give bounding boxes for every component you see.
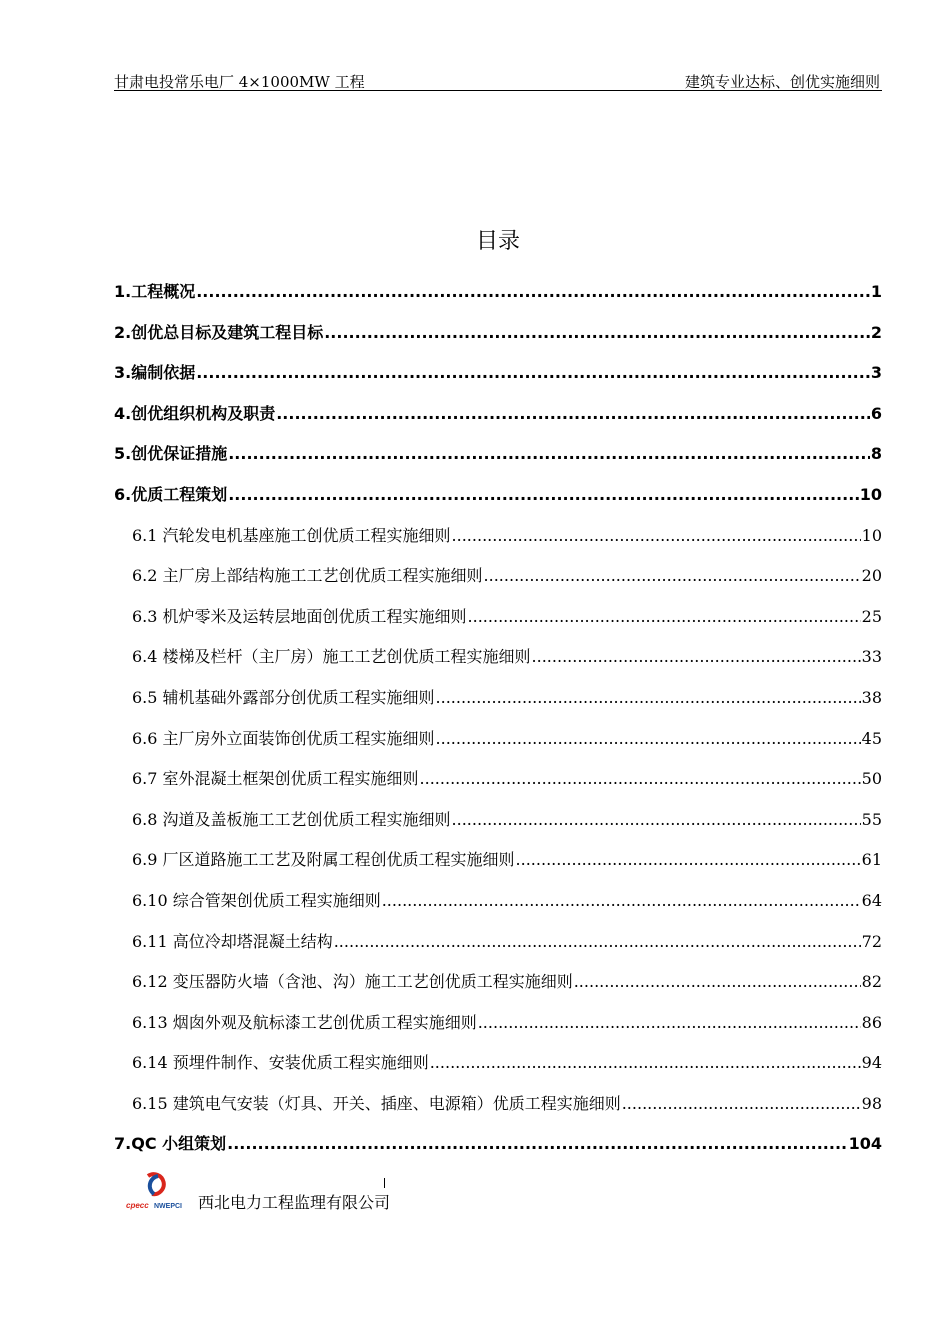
toc-entry-page-number: 1 [870,282,882,301]
footer-company-name: 西北电力工程监理有限公司 [198,1193,391,1212]
toc-entry-label: 6.7 室外混凝土框架创优质工程实施细则 [132,769,419,789]
toc-leader-dots [532,645,861,669]
toc-entry-label: 6.10 综合管架创优质工程实施细则 [132,890,381,910]
toc-leader-dots [228,483,859,507]
toc-entry-page-number: 33 [861,647,882,667]
toc-entry[interactable] [114,889,882,930]
toc-entry-label: 6.11 高位冷却塔混凝土结构 [132,931,333,951]
toc-entry-page-number: 82 [861,972,882,992]
toc-entry-label: 6.4 楼梯及栏杆（主厂房）施工工艺创优质工程实施细则 [132,647,531,667]
logo-mark-icon [124,1172,194,1212]
toc-entry-page-number: 86 [861,1012,882,1032]
toc-entry-label: 6.1 汽轮发电机基座施工创优质工程实施细则 [132,525,451,545]
toc-entry-page-number: 2 [870,322,882,342]
toc-leader-dots [468,605,861,629]
toc-entry-page-number: 98 [861,1093,882,1113]
toc-entry-label: 7.QC 小组策划 [114,1134,227,1154]
toc-title: 目录 [475,229,520,254]
svg-text:NWEPCI: NWEPCI [154,1203,182,1210]
toc-leader-dots [196,280,870,304]
toc-entry-label: 3.编制依据 [114,363,196,383]
toc-leader-dots [228,442,870,466]
toc-leader-dots [420,767,861,791]
toc-leader-dots [452,808,861,832]
page-footer [114,1172,514,1212]
toc-entry[interactable] [114,930,882,971]
toc-entry-page-number: 55 [861,809,882,829]
toc-leader-dots [436,686,861,710]
toc-entry[interactable] [114,321,882,362]
company-logo [124,1172,194,1212]
toc-entry[interactable] [114,442,882,483]
toc-entry[interactable] [114,361,882,402]
toc-entry[interactable] [114,808,882,849]
toc-entry-label: 4.创优组织机构及职责 [114,403,276,423]
toc-entry-page-number: 10 [859,484,882,504]
toc-entry[interactable] [114,645,882,686]
toc-leader-dots [382,889,861,913]
toc-leader-dots [227,1132,847,1156]
toc-entry-label: 5.创优保证措施 [114,444,228,464]
toc-leader-dots [574,970,861,994]
page-header [114,70,882,91]
toc-entry-page-number: 10 [861,525,882,545]
toc-entry[interactable] [114,1051,882,1092]
toc-leader-dots [276,402,870,426]
toc-entry[interactable] [114,1011,882,1052]
toc-leader-dots [478,1011,861,1035]
toc-entry-label: 6.2 主厂房上部结构施工工艺创优质工程实施细则 [132,566,483,586]
toc-entry-label: 6.5 辅机基础外露部分创优质工程实施细则 [132,687,435,707]
toc-entry-label: 6.8 沟道及盖板施工工艺创优质工程实施细则 [132,809,451,829]
toc-entry-label: 6.6 主厂房外立面装饰创优质工程实施细则 [132,728,435,748]
toc-entry-label: 6.12 变压器防火墙（含池、沟）施工工艺创优质工程实施细则 [132,972,573,992]
header-document-title: 建筑专业达标、创优实施细则 [684,73,880,91]
svg-text:cpecc: cpecc [126,1201,149,1210]
toc-leader-dots [430,1051,861,1075]
toc-entry-page-number: 8 [870,444,882,464]
toc-entry[interactable] [114,727,882,768]
toc-entry[interactable] [114,605,882,646]
toc-leader-dots [516,848,861,872]
toc-entry-page-number: 25 [861,606,882,626]
toc-entry[interactable] [114,564,882,605]
toc-entry[interactable] [114,1132,882,1173]
toc-entry-label: 6.15 建筑电气安装（灯具、开关、插座、电源箱）优质工程实施细则 [132,1093,621,1113]
toc-leader-dots [334,930,861,954]
toc-entry-page-number: 64 [861,890,882,910]
toc-entry[interactable] [114,483,882,524]
toc-entry-page-number: 3 [870,363,882,383]
toc-entry-page-number: 94 [861,1053,882,1073]
toc-entry-label: 2.创优总目标及建筑工程目标 [114,322,324,342]
toc-entry-page-number: 6 [870,403,882,423]
toc-entry[interactable] [114,848,882,889]
toc-leader-dots [436,727,861,751]
toc-entry-page-number: 45 [861,728,882,748]
toc-entry-label: 6.9 厂区道路施工工艺及附属工程创优质工程实施细则 [132,850,515,870]
toc-entry-page-number: 20 [861,566,882,586]
toc-entry[interactable] [114,402,882,443]
toc-entry-page-number: 50 [861,769,882,789]
toc-entry-label: 1.工程概况 [114,282,196,301]
toc-entry-page-number: 72 [861,931,882,951]
toc-entry-page-number: 61 [861,850,882,870]
footer-page-mark [384,1178,385,1188]
toc-entry[interactable] [114,686,882,727]
toc-entry-label: 6.优质工程策划 [114,484,228,504]
toc-entry-page-number: 38 [861,687,882,707]
toc-entry[interactable] [114,1092,882,1133]
toc-entry[interactable] [114,970,882,1011]
toc-entry[interactable] [114,767,882,808]
header-project-name: 甘肃电投常乐电厂 4×1000MW 工程 [114,73,365,91]
toc-leader-dots [452,524,861,548]
toc-entry-page-number: 104 [848,1134,882,1154]
toc-leader-dots [622,1092,861,1116]
table-of-contents [114,280,882,1173]
toc-entry[interactable] [114,280,882,321]
toc-leader-dots [196,361,870,385]
toc-leader-dots [324,321,870,345]
toc-entry[interactable] [114,524,882,565]
toc-leader-dots [484,564,861,588]
toc-entry-label: 6.3 机炉零米及运转层地面创优质工程实施细则 [132,606,467,626]
toc-entry-label: 6.13 烟囱外观及航标漆工艺创优质工程实施细则 [132,1012,477,1032]
toc-entry-label: 6.14 预埋件制作、安装优质工程实施细则 [132,1053,429,1073]
